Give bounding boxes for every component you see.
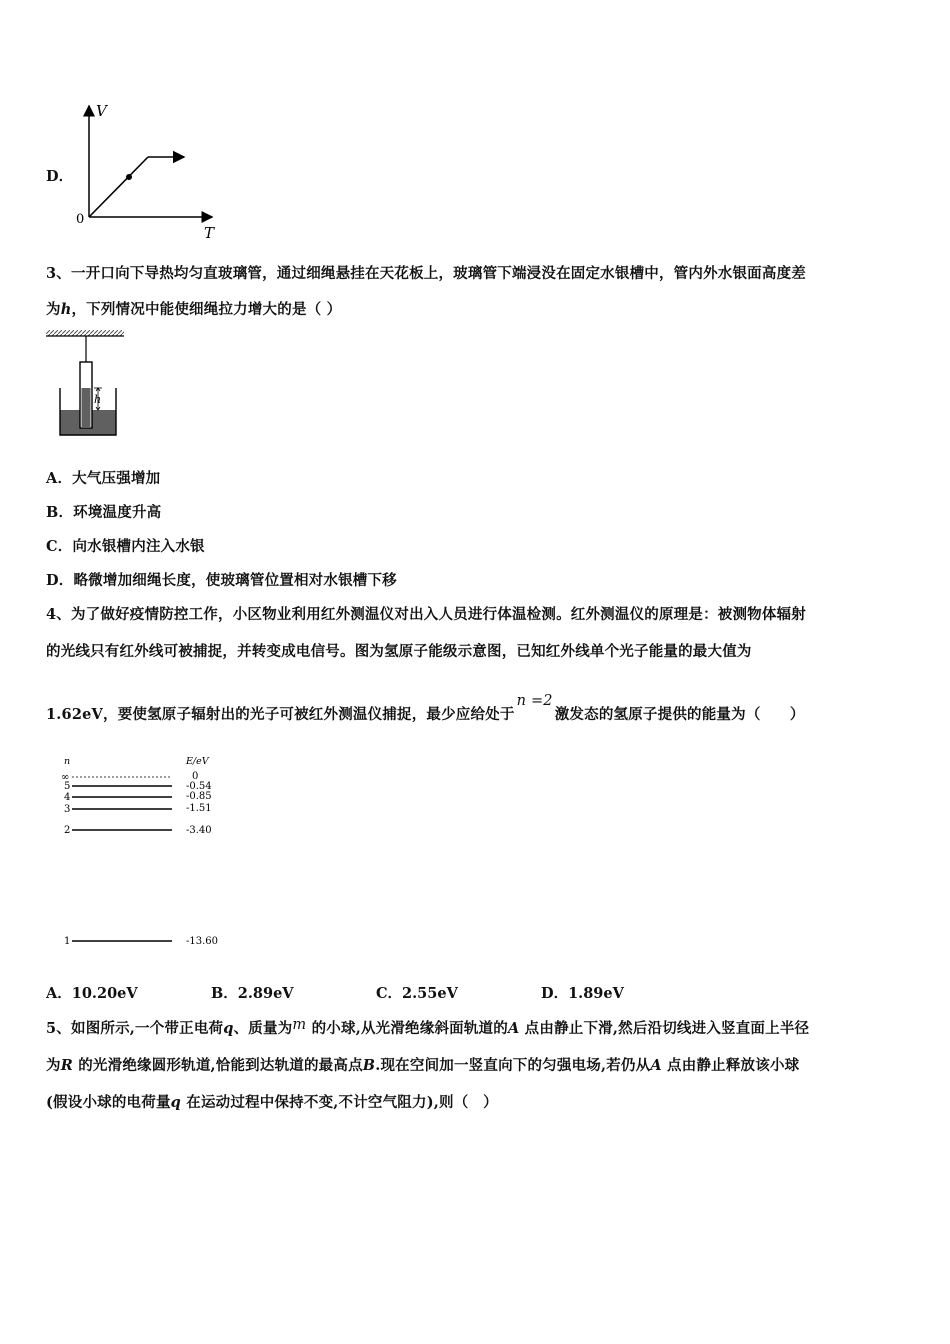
q4-option-c: C．2.55eV <box>376 985 458 1002</box>
level-n-1: 1 <box>64 936 71 947</box>
v-t-graph <box>72 100 232 245</box>
q4-line3: 1.62eV，要使氢原子辐射出的光子可被红外测温仪捕捉，最少应给处于n =2激发态的氢原子提供的能量为（ ） <box>46 693 805 723</box>
q4-option-d: D．1.89eV <box>541 985 624 1002</box>
n-header: n <box>64 756 71 767</box>
level-e-2: -3.40 <box>186 825 212 836</box>
q3-option-d: D．略微增加细绳长度，使玻璃管位置相对水银槽下移 <box>46 572 397 589</box>
level-e-4: -0.85 <box>186 791 212 802</box>
ceiling <box>46 330 124 336</box>
level-e-1: -13.60 <box>186 936 219 947</box>
n-equals-2-formula: n =2 <box>516 693 553 709</box>
origin-label: 0 <box>76 212 85 227</box>
q3-option-a: A．大气压强增加 <box>46 470 161 487</box>
energy-level-diagram <box>58 752 228 950</box>
v-axis-label: V <box>96 102 107 120</box>
q4-option-b: B．2.89eV <box>211 985 294 1002</box>
q5-line2: 为R 的光滑绝缘圆形轨道,恰能到达轨道的最高点B.现在空间加一竖直向下的匀强电场,若仍从A 点由静止释放该小球 <box>46 1057 800 1074</box>
q4-line2: 的光线只有红外线可被捕捉，并转变成电信号。图为氢原子能级示意图，已知红外线单个光子能量的最大值为 <box>46 643 752 660</box>
level-n-2: 2 <box>64 825 71 836</box>
mercury-in-tube <box>82 388 91 428</box>
q2-option-d-label: D． <box>46 168 74 185</box>
v-t-line-rising <box>89 157 148 217</box>
q5-line3: (假设小球的电荷量q 在运动过程中保持不变,不计空气阻力),则（ ） <box>46 1094 498 1111</box>
energy-header: E/eV <box>186 756 209 767</box>
q3-line1: 3、一开口向下导热均匀直玻璃管，通过细绳悬挂在天花板上，玻璃管下端浸没在固定水银槽中，管内外水银面高度差 <box>46 265 806 282</box>
level-n-inf: ∞ <box>61 772 70 783</box>
q4-line1: 4、为了做好疫情防控工作，小区物业利用红外测温仪对出入人员进行体温检测。红外测温仪的原理是：被测物体辐射 <box>46 606 806 623</box>
t-axis-label: T <box>204 224 215 242</box>
level-e-3: -1.51 <box>186 803 212 814</box>
level-n-5: 5 <box>64 781 71 792</box>
q3-option-c: C．向水银槽内注入水银 <box>46 538 205 555</box>
level-n-4: 4 <box>64 792 71 803</box>
q3-line2: 为h，下列情况中能使细绳拉力增大的是（ ） <box>46 301 342 318</box>
height-label: h <box>94 393 102 406</box>
level-n-3: 3 <box>64 804 71 815</box>
level-e-5: -0.54 <box>186 781 212 792</box>
state-point <box>126 174 132 180</box>
level-e-inf: 0 <box>192 771 199 782</box>
q4-option-a: A．10.20eV <box>46 985 138 1002</box>
q5-line1: 5、如图所示,一个带正电荷q、质量为m 的小球,从光滑绝缘斜面轨道的A 点由静止下滑,然后沿切线进入竖直面上半径 <box>46 1017 810 1037</box>
q3-option-b: B．环境温度升高 <box>46 504 162 521</box>
tube-mercury-figure <box>46 326 126 440</box>
